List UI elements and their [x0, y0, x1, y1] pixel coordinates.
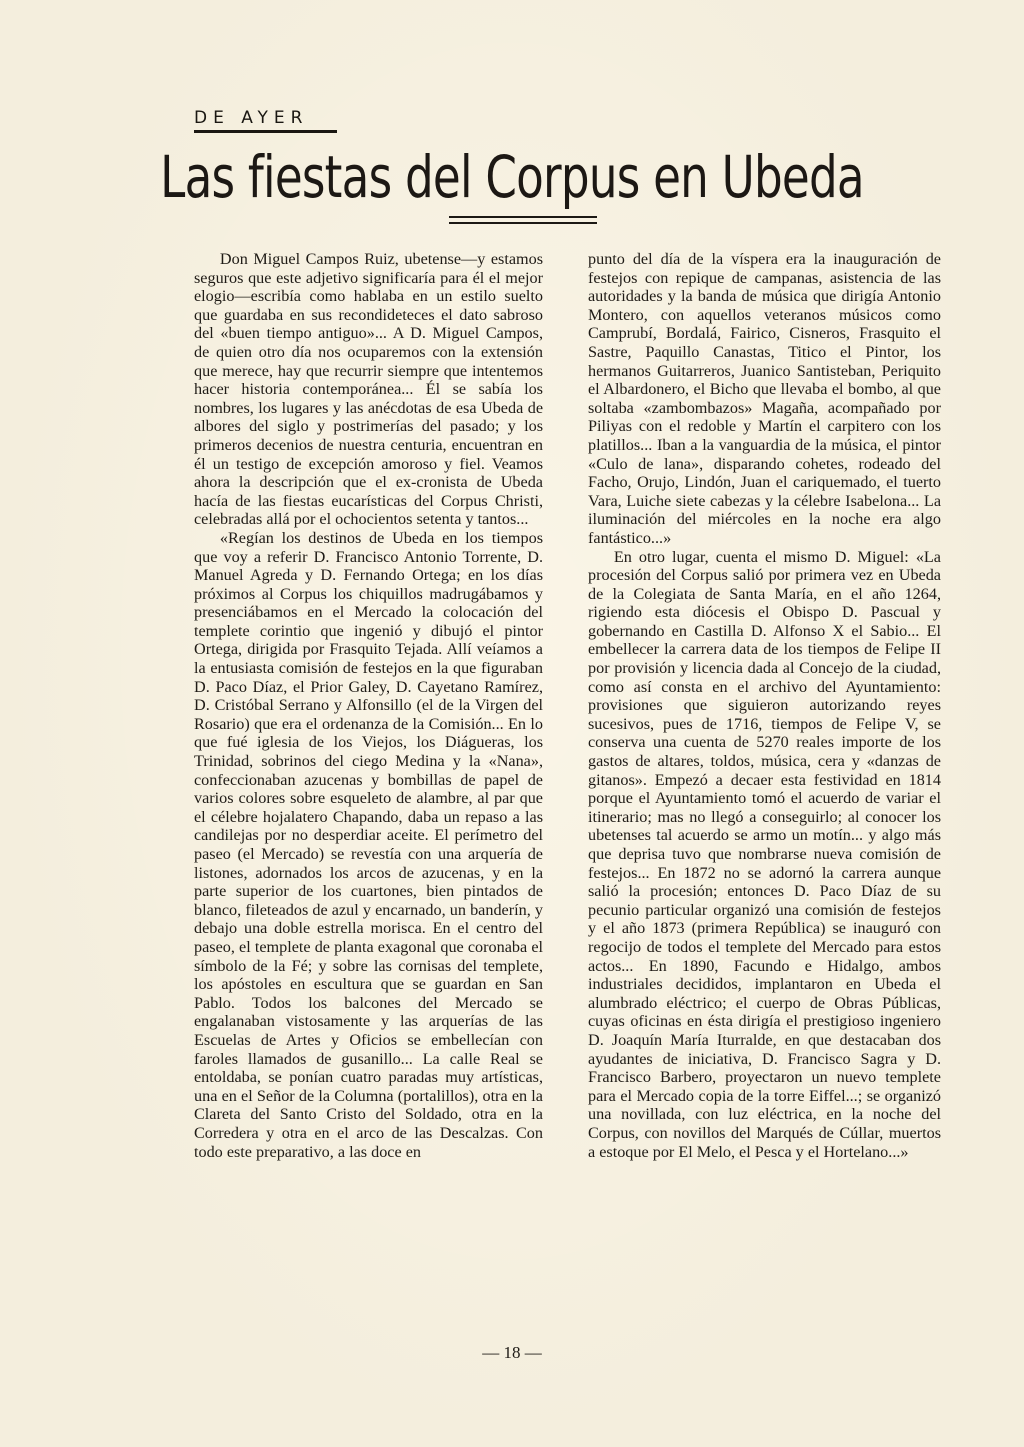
paragraph: «Regían los destinos de Ubeda en los tiempos que voy a referir D. Francisco Antonio Torrente, D. Manuel Agreda y D. Fernando Ortega; en los días próximos al Corpus los chiquillos madrugábamos y presenciábamos en el Mercado la colocación del templete corintio que ingenió y dibujó el pintor Ortega, dirigida por Frasquito Tejada. Allí veíamos a la entusiasta comisión de festejos en la que figuraban D. Paco Díaz, el Prior Galey, D. Cayetano Ramírez, D. Cristóbal Serrano y Alfonsillo (el de la Virgen del Rosario) que era el ordenanza de la Comisión... En lo que fué iglesia de los Viejos, los Diágueras, los Trinidad, sobrinos del ciego Medina y la «Nana», confeccionaban azucenas y bombillas de papel de varios colores sobre esqueleto de alambre, al par que el célebre hojalatero Chapando, daba un repaso a las candilejas por no desperdiar aceite. El perímetro del paseo (el Mercado) se revestía con una arquería de listones, adornados los arcos de azucenas, y en la parte superior de los cuartones, bien pintados de blanco, fileteados de azul y encarnado, un banderín, y debajo una doble estrella morisca. En el centro del paseo, el templete de planta exagonal que coronaba el símbolo de la Fé; y sobre las cornisas del templete, los apóstoles en escultura que se guardan en San Pablo. Todos los balcones del Mercado se engalanaban vistosamente y las arquerías de las Escuelas de Artes y Oficios se embellecían con faroles llamados de gusanillo... La calle Real se entoldaba, se ponían cuatro paradas muy artísticas, una en el Señor de la Columna (portalillos), otra en la Clareta del Santo Cristo del Soldado, otra en la Corredera y otra en el arco de las Descalzas. Con todo este preparativo, a las doce en: [194, 528, 543, 1161]
article-column-left: [194, 250, 543, 1161]
section-label: DE AYER: [194, 108, 309, 128]
headline-rule-top: [449, 216, 597, 218]
paragraph: punto del día de la víspera era la inauguración de festejos con repique de campanas, asistencia de las autoridades y la banda de música que dirigía Antonio Montero, con aquellos veteranos músicos como Camprubí, Bordalá, Fairico, Cisneros, Frasquito el Sastre, Paquillo Canastas, Titico el Pintor, los hermanos Guitarreros, Juanico Santisteban, Periquito el Albardonero, el Bicho que llevaba el bombo, al que soltaba «zambombazos» Magaña, acompañado por Piliyas con el redoble y Martín el carpitero con los platillos... Iban a la vanguardia de la música, el pintor «Culo de lana», disparando cohetes, rodeado del Facho, Orujo, Lindón, Juan el cariquemado, el tuerto Vara, Luiche siete cabezas y la célebre Isabelona... La iluminación del miércoles en la noche era algo fantástico...»: [588, 250, 941, 547]
headline-rule-bottom: [449, 222, 597, 224]
page-number: — 18 —: [482, 1343, 542, 1362]
article-column-right: [588, 250, 941, 1161]
paragraph: Don Miguel Campos Ruiz, ubetense—y estamos seguros que este adjetivo significaría para él el mejor elogio—escribía como hablaba en un estilo suelto que guardaba en sus recondideteces el dato sabroso del «buen tiempo antiguo»... A D. Miguel Campos, de quien otro día nos ocuparemos con la extensión que merece, hay que recurrir siempre que intentemos hacer historia contemporánea... Él se sabía los nombres, los lugares y las anécdotas de esa Ubeda de albores del siglo y postrimerías del pasado; y los primeros decenios de nuestra centuria, encuentran en él un testigo de excepción amoroso y fiel. Veamos ahora la descripción que el ex-cronista de Ubeda hacía de las fiestas eucarísticas del Corpus Christi, celebradas allá por el ochocientos setenta y tantos...: [194, 250, 543, 529]
article-headline: Las fiestas del Corpus en Ubeda: [160, 143, 864, 211]
paragraph: En otro lugar, cuenta el mismo D. Miguel: «La procesión del Corpus salió por primera vez en Ubeda de la Colegiata de Santa María, en el año 1264, rigiendo esta diócesis el Obispo D. Pascual y gobernando en Castilla D. Alfonso X el Sabio... El embellecer la carrera data de los tiempos de Felipe II por provisión y licencia dada al Concejo de la ciudad, como así consta en el archivo del Ayuntamiento: provisiones que siguieron autorizando reyes sucesivos, pues de 1716, tiempos de Felipe V, se conserva una cuenta de 5270 reales importe de los gastos de altares, toldos, música, cera y «danzas de gitanos». Empezó a decaer esta festividad en 1814 porque el Ayuntamiento tomó el acuerdo de variar el itinerario; mas no llegó a conseguirlo; al conocer los ubetenses tal acuerdo se armo un motín... y algo más que deprisa tuvo que nombrarse nueva comisión de festejos... En 1872 no se adornó la carrera aunque salió la procesión; entonces D. Paco Díaz de su pecunio particular organizó una comisión de festejos y el año 1873 (primera República) se inauguró con regocijo de todos el templete del Mercado para estos actos... En 1890, Facundo e Hidalgo, ambos industriales decididos, implantaron en Ubeda el alumbrado eléctrico; el cuerpo de Obras Públicas, cuyas oficinas en ésta dirigía el prestigioso ingeniero D. Joaquín María Iturralde, en que destacaban dos ayudantes de iniciativa, D. Francisco Sagra y D. Francisco Barbero, proyectaron un nuevo templete para el Mercado copia de la torre Eiffel...; se organizó una novillada, con luz eléctrica, en la noche del Corpus, con novillos del Marqués de Cúllar, muertos a estoque por El Melo, el Pesca y el Hortelano...»: [588, 547, 941, 1161]
